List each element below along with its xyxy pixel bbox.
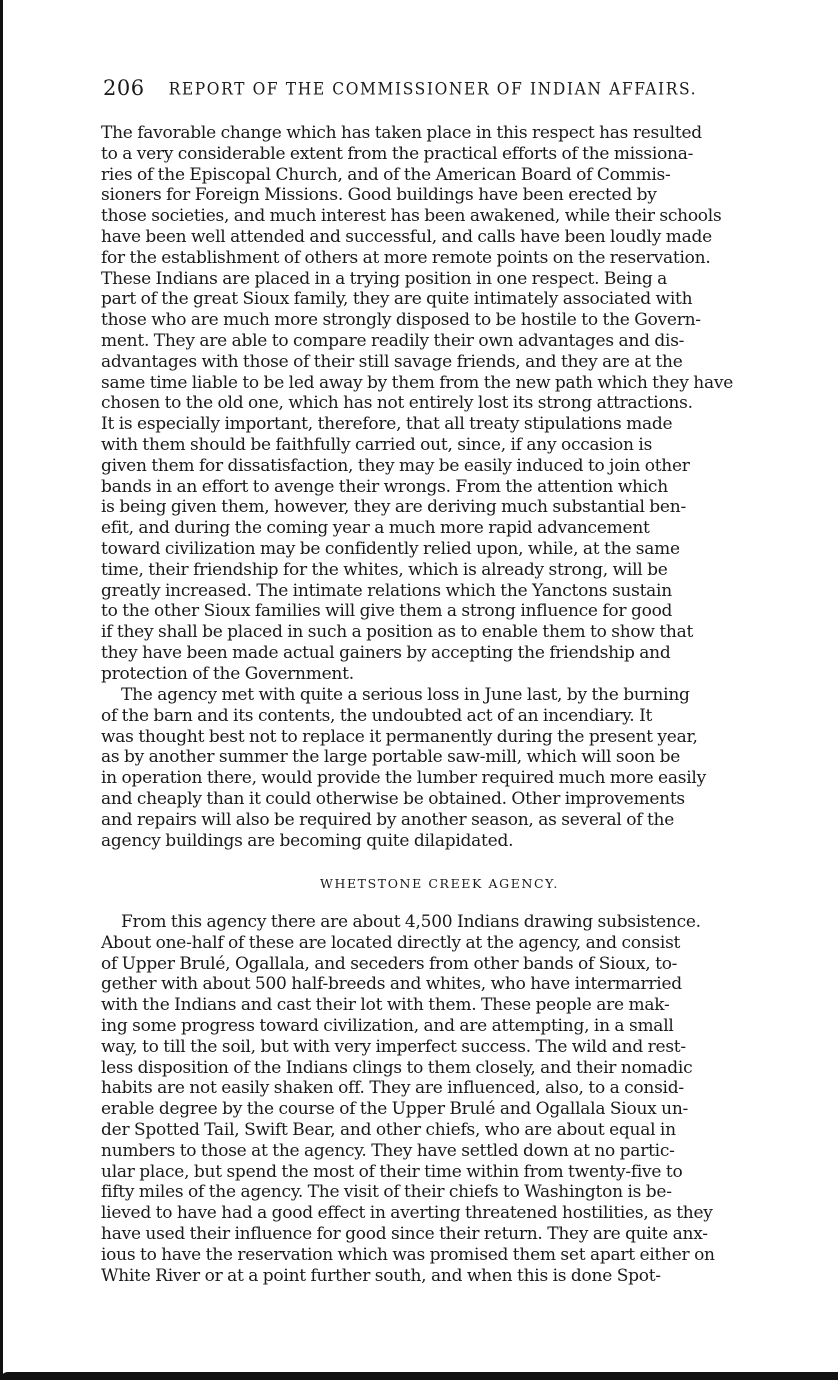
text-line: given them for dissatisfaction, they may be easily induced to join other <box>101 455 690 476</box>
page-bottom-edge <box>0 1372 838 1380</box>
text-line: with them should be faithfully carried out, since, if any occasion is <box>101 434 653 455</box>
text-line: chosen to the old one, which has not entirely lost its strong attractions. <box>101 393 693 414</box>
text-line: those societies, and much interest has been awakened, while their schools <box>101 206 722 227</box>
text-line: is being given them, however, they are deriving much substantial ben- <box>101 497 686 518</box>
page-left-edge <box>0 0 3 1380</box>
text-line: ious to have the reservation which was promised them set apart either on <box>101 1244 715 1265</box>
section-heading-whetstone: WHETSTONE CREEK AGENCY. <box>320 876 559 891</box>
text-line: der Spotted Tail, Swift Bear, and other chiefs, who are about equal in <box>101 1119 676 1140</box>
text-line: advantages with those of their still savage friends, and they are at the <box>101 351 683 372</box>
text-line: efit, and during the coming year a much more rapid advancement <box>101 518 650 539</box>
text-line: less disposition of the Indians clings to them closely, and their nomadic <box>101 1057 693 1078</box>
text-line: bands in an effort to avenge their wrongs. From the attention which <box>101 476 668 497</box>
text-line: greatly increased. The intimate relations which the Yanctons sustain <box>101 580 672 601</box>
paragraph-barn-loss <box>101 685 778 851</box>
paragraph-whetstone-agency <box>101 912 778 1286</box>
text-line: have used their influence for good since their return. They are quite anx- <box>101 1223 708 1244</box>
text-line: time, their friendship for the whites, which is already strong, will be <box>101 559 668 580</box>
text-line: gether with about 500 half-breeds and whites, who have intermarried <box>101 974 682 995</box>
text-line: they have been made actual gainers by accepting the friendship and <box>101 642 671 663</box>
text-line: protection of the Government. <box>101 663 354 684</box>
paragraph-yankton-agency <box>101 123 778 685</box>
text-line: with the Indians and cast their lot with them. These people are mak- <box>101 995 670 1016</box>
text-line: toward civilization may be confidently relied upon, while, at the same <box>101 538 680 559</box>
text-line: fifty miles of the agency. The visit of their chiefs to Washington is be- <box>101 1182 672 1203</box>
text-line: was thought best not to replace it permanently during the present year, <box>101 726 698 747</box>
text-line: It is especially important, therefore, that all treaty stipulations made <box>101 414 673 435</box>
text-line: agency buildings are becoming quite dilapidated. <box>101 830 514 851</box>
text-line: The favorable change which has taken place in this respect has resulted <box>101 123 702 143</box>
text-line: ment. They are able to compare readily their own advantages and dis- <box>101 330 685 351</box>
text-line: those who are much more strongly disposed to be hostile to the Govern- <box>101 310 701 331</box>
text-line: of Upper Brulé, Ogallala, and seceders from other bands of Sioux, to- <box>101 953 678 974</box>
text-line: ular place, but spend the most of their time within from twenty-five to <box>101 1161 683 1182</box>
text-line: ries of the Episcopal Church, and of the American Board of Commis- <box>101 164 671 185</box>
text-line: for the establishment of others at more remote points on the reservation. <box>101 247 711 268</box>
page-number: 206 <box>103 76 145 100</box>
text-line: White River or at a point further south, and when this is done Spot- <box>101 1265 661 1286</box>
text-line: part of the great Sioux family, they are quite intimately associated with <box>101 289 693 310</box>
running-title: REPORT OF THE COMMISSIONER OF INDIAN AFFAIRS. <box>168 79 698 99</box>
text-line: same time liable to be led away by them from the new path which they have <box>101 372 734 393</box>
text-line: have been well attended and successful, and calls have been loudly made <box>101 226 712 247</box>
text-line: way, to till the soil, but with very imperfect success. The wild and rest- <box>101 1036 686 1057</box>
text-line: ing some progress toward civilization, and are attempting, in a small <box>101 1015 674 1036</box>
text-line: and repairs will also be required by another season, as several of the <box>101 809 675 830</box>
text-line: lieved to have had a good effect in averting threatened hostilities, as they <box>101 1203 713 1224</box>
text-line: and cheaply than it could otherwise be obtained. Other improvements <box>101 788 685 809</box>
text-line: numbers to those at the agency. They have settled down at no partic- <box>101 1140 675 1161</box>
text-line: From this agency there are about 4,500 Indians drawing subsistence. <box>121 912 701 932</box>
text-line: sioners for Foreign Missions. Good buildings have been erected by <box>101 185 657 206</box>
text-line: if they shall be placed in such a position as to enable them to show that <box>101 622 694 643</box>
text-line: erable degree by the course of the Upper Brulé and Ogallala Sioux un- <box>101 1099 689 1120</box>
text-line: to the other Sioux families will give them a strong influence for good <box>101 601 673 622</box>
text-line: of the barn and its contents, the undoubted act of an incendiary. It <box>101 705 653 726</box>
text-line: About one-half of these are located directly at the agency, and consist <box>101 932 681 953</box>
text-line: to a very considerable extent from the practical efforts of the missiona- <box>101 143 694 164</box>
text-line: These Indians are placed in a trying position in one respect. Being a <box>101 268 668 289</box>
text-line: The agency met with quite a serious loss in June last, by the burning <box>121 685 690 705</box>
text-line: as by another summer the large portable saw-mill, which will soon be <box>101 747 681 768</box>
page-header <box>103 76 723 106</box>
text-line: in operation there, would provide the lumber required much more easily <box>101 768 706 789</box>
text-line: habits are not easily shaken off. They are influenced, also, to a consid- <box>101 1078 684 1099</box>
